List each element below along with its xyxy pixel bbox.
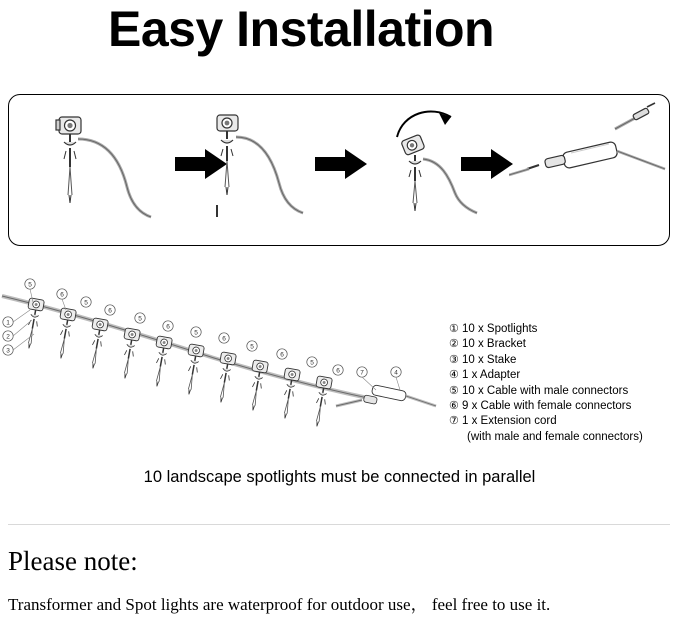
legend-item-2 — [449, 337, 674, 352]
note-heading: Please note: — [8, 546, 138, 576]
legend-item-7 — [449, 414, 674, 429]
legend-number: ⑥ — [449, 400, 459, 413]
svg-text:5: 5 — [138, 315, 142, 323]
legend-number: ① — [449, 323, 459, 335]
legend-item-5 — [449, 384, 674, 399]
svg-text:2: 2 — [6, 333, 10, 341]
legend-item-4 — [449, 368, 674, 383]
legend-label: 10 x Bracket — [462, 338, 526, 351]
legend-label: 1 x Extension cord — [462, 415, 557, 428]
step-4 — [509, 95, 667, 245]
legend-label: 10 x Spotlights — [462, 323, 538, 335]
arrow-2 — [315, 147, 369, 181]
legend-item-6 — [449, 399, 674, 414]
svg-text:6: 6 — [222, 335, 226, 343]
legend-label: 10 x Cable with male connectors — [462, 384, 629, 397]
parts-legend — [449, 322, 674, 445]
svg-text:5: 5 — [84, 299, 88, 307]
svg-text:1: 1 — [6, 319, 10, 327]
svg-text:5: 5 — [310, 359, 314, 367]
legend-label: 10 x Stake — [462, 353, 517, 366]
parallel-connection-caption: 10 landscape spotlights must be connected in parallel — [143, 468, 536, 486]
legend-sub-note: (with male and female connectors) — [467, 430, 643, 443]
svg-text:6: 6 — [108, 307, 112, 315]
svg-text:4: 4 — [394, 369, 398, 377]
svg-text:3: 3 — [6, 347, 10, 355]
svg-text:5: 5 — [28, 281, 32, 289]
step-1 — [23, 95, 163, 245]
section-divider — [8, 524, 670, 525]
svg-text:5: 5 — [194, 329, 198, 337]
arrow-3 — [461, 147, 515, 181]
legend-number: ④ — [449, 369, 459, 382]
svg-text:6: 6 — [166, 323, 170, 331]
page-title: Easy Installation — [108, 1, 495, 57]
svg-text:6: 6 — [280, 351, 284, 359]
legend-label: 1 x Adapter — [462, 369, 521, 382]
step-2 — [195, 95, 325, 245]
legend-item-1 — [449, 322, 674, 337]
legend-number: ③ — [449, 353, 459, 366]
legend-label: 9 x Cable with female connectors — [462, 400, 632, 413]
svg-text:6: 6 — [336, 367, 340, 375]
note-body: Transformer and Spot lights are waterproof for outdoor use， feel free to use it. — [8, 595, 551, 614]
installation-steps-panel — [8, 94, 670, 246]
svg-text:7: 7 — [360, 369, 364, 377]
ten-spotlights-parallel-string — [0, 272, 440, 432]
svg-text:6: 6 — [60, 291, 64, 299]
legend-number: ⑦ — [449, 415, 459, 428]
legend-number: ⑤ — [449, 384, 459, 397]
legend-item-3 — [449, 353, 674, 368]
svg-text:5: 5 — [250, 343, 254, 351]
legend-number: ② — [449, 338, 459, 351]
